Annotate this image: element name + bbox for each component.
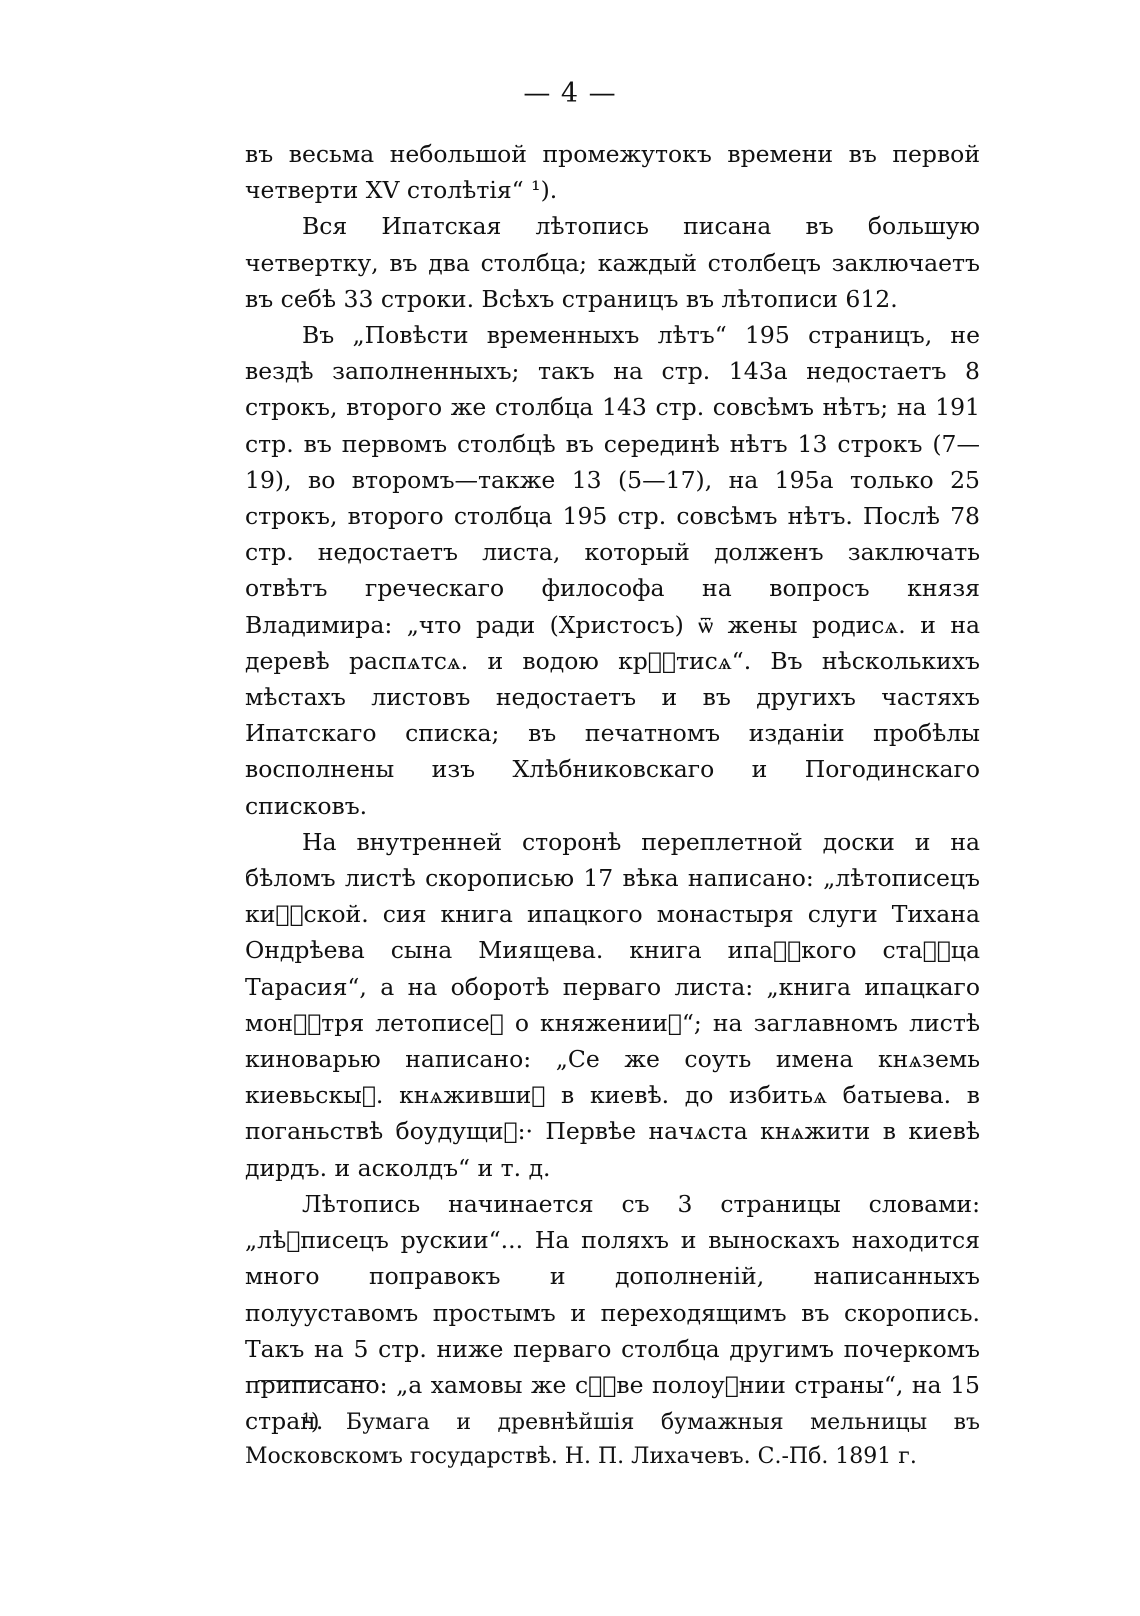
paragraph-manuscript-format: Вся Ипатская лѣтопись писана въ большую четвертку, въ два столбца; каждый столбецъ заключаетъ въ себѣ 33 строки. Всѣхъ страницъ въ лѣтописи 612. (245, 212, 980, 313)
page-number: — 4 — (523, 78, 617, 109)
paragraph-continuation: въ весьма небольшой промежутокъ времени въ первой четверти XV столѣтія“ ¹). (245, 140, 980, 205)
footnote-divider (258, 1380, 376, 1381)
main-text (245, 136, 980, 1439)
footnote: ¹) Бумага и древнѣйшія бумажныя мельницы въ Московскомъ государствѣ. Н. П. Лихачевъ. С.-Пб. 1891 г. (245, 1410, 980, 1469)
paragraph-missing-pages: Въ „Повѣсти временныхъ лѣтъ“ 195 страницъ, не вездѣ заполненныхъ; такъ на стр. 143а недостаетъ 8 строкъ, второго же столбца 143 стр. совсѣмъ нѣтъ; на 191 стр. въ первомъ столбцѣ въ серединѣ нѣтъ 13 строкъ (7—19), во второмъ—также 13 (5—17), на 195а только 25 строкъ, второго столбца 195 стр. совсѣмъ нѣтъ. Послѣ 78 стр. недостаетъ листа, который долженъ заключать отвѣтъ греческаго философа на вопросъ князя Владимира: „что ради (Христосъ) ѿ жены родисѧ. и на деревѣ распѧтсѧ. и водою крⷭ҇тисѧ“. Въ нѣсколькихъ мѣстахъ листовъ недостаетъ и въ другихъ частяхъ Ипатскаго списка; въ печатномъ изданіи пробѣлы восполнены изъ Хлѣбниковскаго и Погодинскаго списковъ. (245, 321, 980, 820)
paragraph-inscriptions: На внутренней сторонѣ переплетной доски и на бѣломъ листѣ скорописью 17 вѣка написано: „лѣтописецъ киⷷ҇ской. сия книга ипацкого монастыря слуги Тихана Ондрѣева сына Миящева. книга ипаⷦ҇кого стаⷰ҇ца Тарасия“, а на оборотѣ перваго листа: „книга ипацкаго монⷭ҇тря летописеⷰ о княженииⷯ“; на заглавномъ листѣ киноварью написано: „Се же соуть имена кнѧземь киевьскыⷯ. кнѧжившиⷯ в киевѣ. до избитьѧ батыева. в поганьствѣ боудущиⷯ:· Первѣе начѧста кнѧжити в киевѣ дирдъ. и асколдъ“ и т. д. (245, 827, 980, 1182)
paragraph-chronicle-start: Лѣтопись начинается съ 3 страницы словами: „лѣⷮписецъ рускии“... На поляхъ и выноскахъ находится много поправокъ и дополненій, написанныхъ полууставомъ простымъ и переходящимъ въ скоропись. Такъ на 5 стр. ниже перваго столбца другимъ почеркомъ приписано: „а хамовы же сⷩ҇ве полоуⷣнии страны“, на 15 стран. (245, 1189, 980, 1436)
